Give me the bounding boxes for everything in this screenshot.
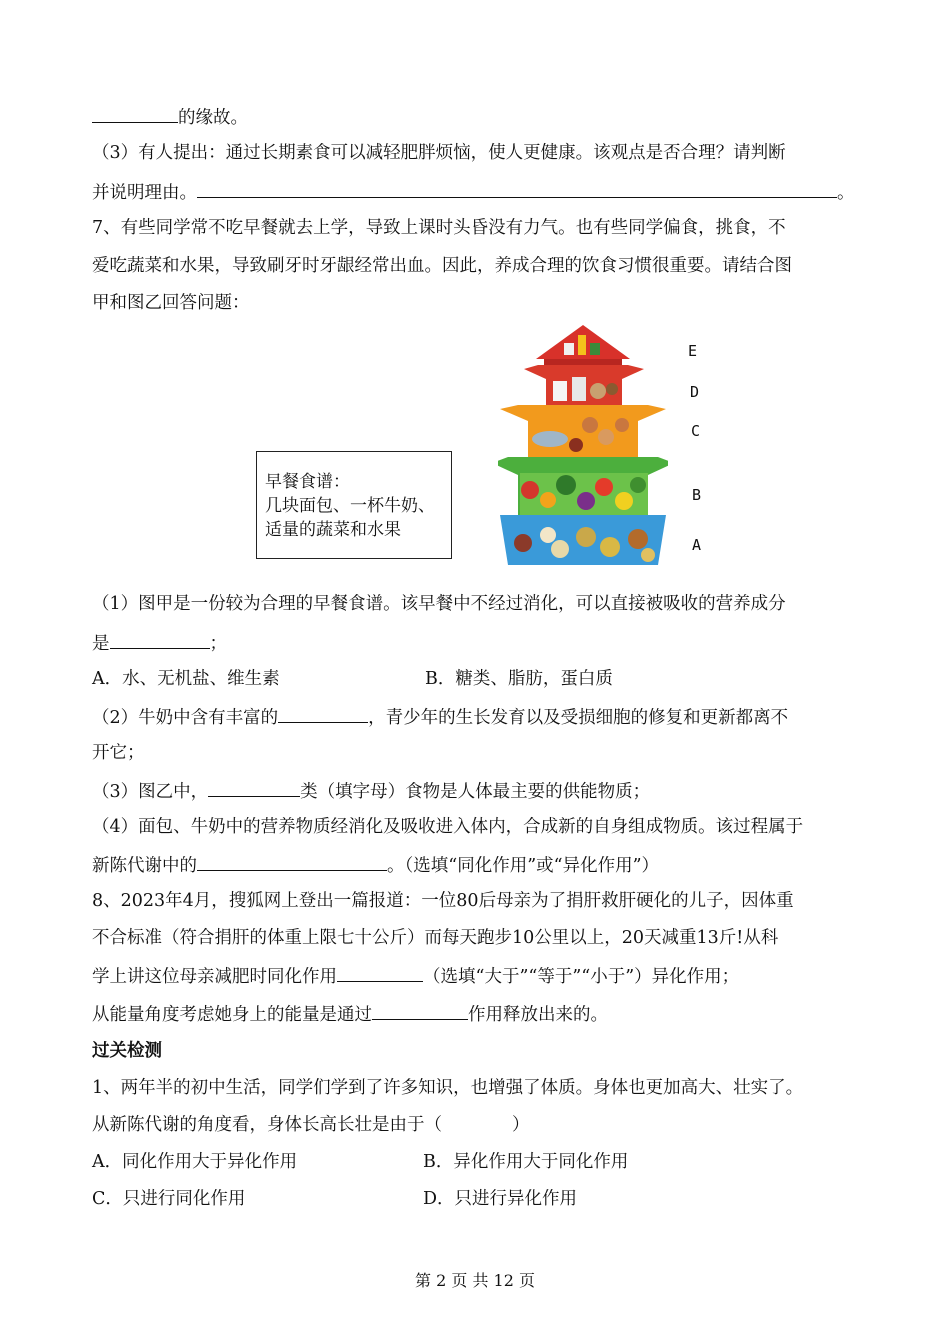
pyramid-label-d: D bbox=[690, 383, 700, 401]
line-3: 并说明理由。 。 bbox=[92, 179, 855, 205]
section-title: 过关检测 bbox=[92, 1041, 162, 1061]
pyramid-label-e: E bbox=[688, 342, 698, 360]
pyramid-label-a: A bbox=[692, 536, 702, 554]
question-8-line-3: 学上讲这位母亲减肥时同化作用 （选填“大于”“等于”“小于”）异化作用； bbox=[92, 963, 739, 989]
question-8-line-2: 不合标准（符合捐肝的体重上限七十公斤）而每天跑步10公里以上，20天减重13斤!从科 bbox=[92, 928, 779, 948]
answer-blank[interactable] bbox=[372, 1001, 468, 1020]
page-footer: 第 2 页 共 12 页 bbox=[415, 1271, 535, 1290]
answer-blank[interactable] bbox=[197, 852, 387, 871]
question-7-1-answer-line: 是 ； bbox=[92, 630, 227, 656]
food-pyramid-image bbox=[498, 325, 668, 565]
option-a[interactable]: A．水、无机盐、维生素 bbox=[92, 669, 280, 689]
check-option-b[interactable]: B．异化作用大于同化作用 bbox=[423, 1152, 629, 1172]
menu-title: 早餐食谱： bbox=[265, 472, 350, 492]
answer-blank[interactable] bbox=[92, 104, 178, 123]
question-7-line-1: 7、有些同学常不吃早餐就去上学，导致上课时头昏没有力气。也有些同学偏食，挑食，不 bbox=[92, 218, 786, 238]
question-8-line-1: 8、2023年4月，搜狐网上登出一篇报道：一位80后母亲为了捐肝救肝硬化的儿子，因体重 bbox=[92, 891, 794, 911]
answer-blank[interactable] bbox=[337, 963, 423, 982]
question-6-3: （3）有人提出：通过长期素食可以减轻肥胖烦恼，使人更健康。该观点是否合理？请判断 bbox=[92, 143, 786, 163]
check-question-1-cont: 从新陈代谢的角度看，身体长高长壮是由于（ ） bbox=[92, 1115, 530, 1135]
option-b[interactable]: B．糖类、脂肪，蛋白质 bbox=[425, 669, 613, 689]
question-7-4-cont: 新陈代谢中的 。（选填“同化作用”或“异化作用”） bbox=[92, 852, 659, 878]
pyramid-label-c: C bbox=[691, 422, 701, 440]
question-7-4: （4）面包、牛奶中的营养物质经消化及吸收进入体内，合成新的自身组成物质。该过程属于 bbox=[92, 817, 804, 837]
check-question-1: 1、两年半的初中生活，同学们学到了许多知识，也增强了体质。身体也更加高大、壮实了。 bbox=[92, 1078, 804, 1098]
question-7-1: （1）图甲是一份较为合理的早餐食谱。该早餐中不经过消化，可以直接被吸收的营养成分 bbox=[92, 594, 786, 614]
answer-blank[interactable] bbox=[278, 704, 368, 723]
menu-line-2: 适量的蔬菜和水果 bbox=[265, 520, 401, 540]
question-7-2-cont: 开它； bbox=[92, 743, 145, 763]
breakfast-menu-box bbox=[256, 451, 452, 559]
check-option-c[interactable]: C．只进行同化作用 bbox=[92, 1189, 246, 1209]
check-option-a[interactable]: A．同化作用大于异化作用 bbox=[92, 1152, 298, 1172]
answer-blank[interactable] bbox=[208, 778, 300, 797]
pyramid-label-b: B bbox=[692, 486, 702, 504]
menu-line-1: 几块面包、一杯牛奶、 bbox=[265, 496, 435, 516]
question-7-3: （3）图乙中， 类（填字母）食物是人体最主要的供能物质； bbox=[92, 778, 650, 804]
answer-blank[interactable] bbox=[110, 630, 210, 649]
line-1: 的缘故。 bbox=[92, 104, 248, 130]
question-8-line-4: 从能量角度考虑她身上的能量是通过 作用释放出来的。 bbox=[92, 1001, 608, 1027]
check-option-d[interactable]: D．只进行异化作用 bbox=[423, 1189, 578, 1209]
question-7-2: （2）牛奶中含有丰富的 ，青少年的生长发育以及受损细胞的修复和更新都离不 bbox=[92, 704, 788, 730]
answer-blank[interactable] bbox=[197, 179, 837, 198]
question-7-line-3: 甲和图乙回答问题： bbox=[92, 293, 250, 313]
question-7-line-2: 爱吃蔬菜和水果，导致刷牙时牙龈经常出血。因此，养成合理的饮食习惯很重要。请结合图 bbox=[92, 256, 792, 276]
